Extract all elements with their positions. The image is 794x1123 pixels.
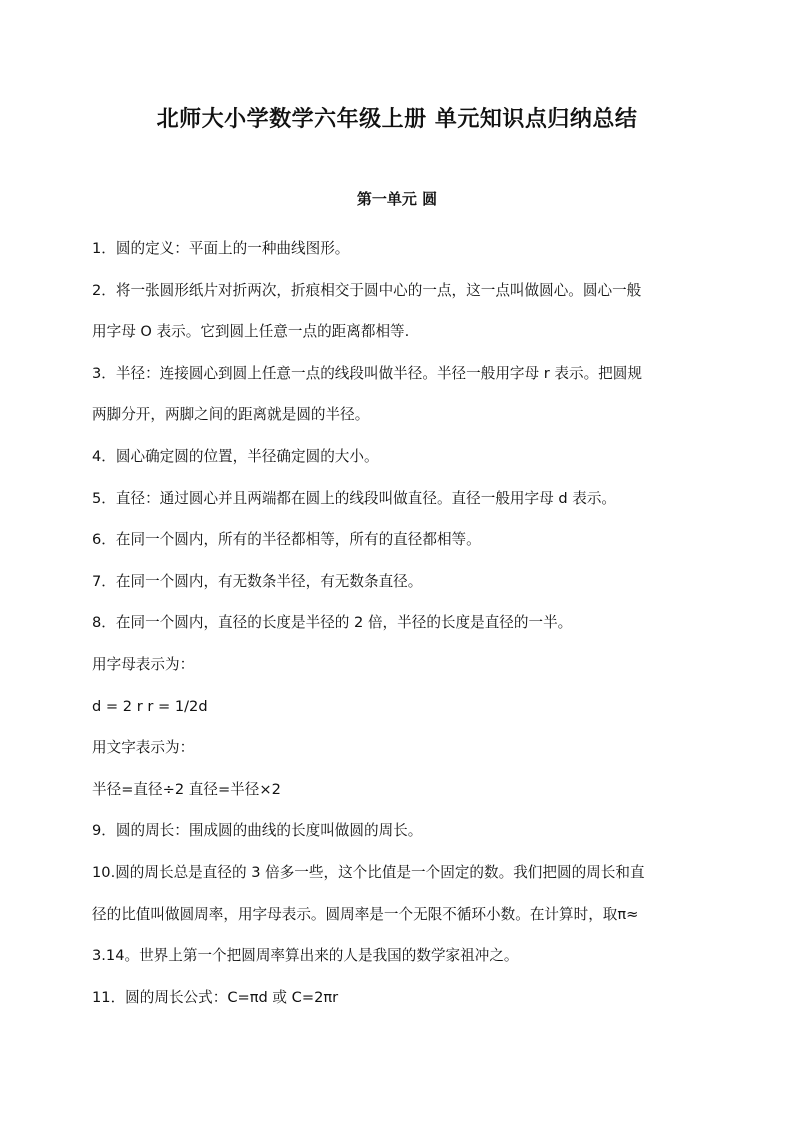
body-line: 径的比值叫做圆周率，用字母表示。圆周率是一个无限不循环小数。在计算时，取π≈	[92, 905, 639, 923]
section-title: 第一单元 圆	[356, 190, 438, 208]
body-line: 3.14。世界上第一个把圆周率算出来的人是我国的数学家祖冲之。	[92, 947, 519, 965]
body-line: 1．圆的定义：平面上的一种曲线图形。	[92, 240, 350, 257]
body-line: 用文字表示为：	[92, 739, 195, 757]
body-line: 用字母 O 表示。它到圆上任意一点的距离都相等.	[92, 323, 410, 341]
body-line: 两脚分开，两脚之间的距离就是圆的半径。	[92, 406, 370, 424]
body-line: 5．直径：通过圆心并且两端都在圆上的线段叫做直径。直径一般用字母 d 表示。	[92, 489, 617, 507]
body-line: 4．圆心确定圆的位置，半径确定圆的大小。	[92, 447, 379, 465]
body-line: 2．将一张圆形纸片对折两次，折痕相交于圆中心的一点，这一点叫做圆心。圆心一般	[92, 281, 642, 299]
body-line: 7．在同一个圆内，有无数条半径，有无数条直径。	[92, 572, 423, 590]
body-line: 10.圆的周长总是直径的 3 倍多一些，这个比值是一个固定的数。我们把圆的周长和直	[92, 863, 645, 881]
formula-line: 11．圆的周长公式：C=πd 或 C=2πr	[92, 988, 339, 1006]
body-line: 8．在同一个圆内，直径的长度是半径的 2 倍，半径的长度是直径的一半。	[92, 614, 573, 632]
document-title: 北师大小学数学六年级上册 单元知识点归纳总结	[156, 107, 638, 132]
body-line: 6．在同一个圆内，所有的半径都相等，所有的直径都相等。	[92, 531, 481, 549]
document-body	[92, 228, 704, 1018]
formula-line: 半径=直径÷2 直径=半径×2	[92, 780, 281, 798]
body-line: 3．半径：连接圆心到圆上任意一点的线段叫做半径。半径一般用字母 r 表示。把圆规	[92, 364, 642, 382]
body-line: 9．圆的周长：围成圆的曲线的长度叫做圆的周长。	[92, 822, 423, 840]
body-line: 用字母表示为：	[92, 655, 195, 673]
formula-line: d = 2 r r = 1/2d	[92, 697, 208, 715]
